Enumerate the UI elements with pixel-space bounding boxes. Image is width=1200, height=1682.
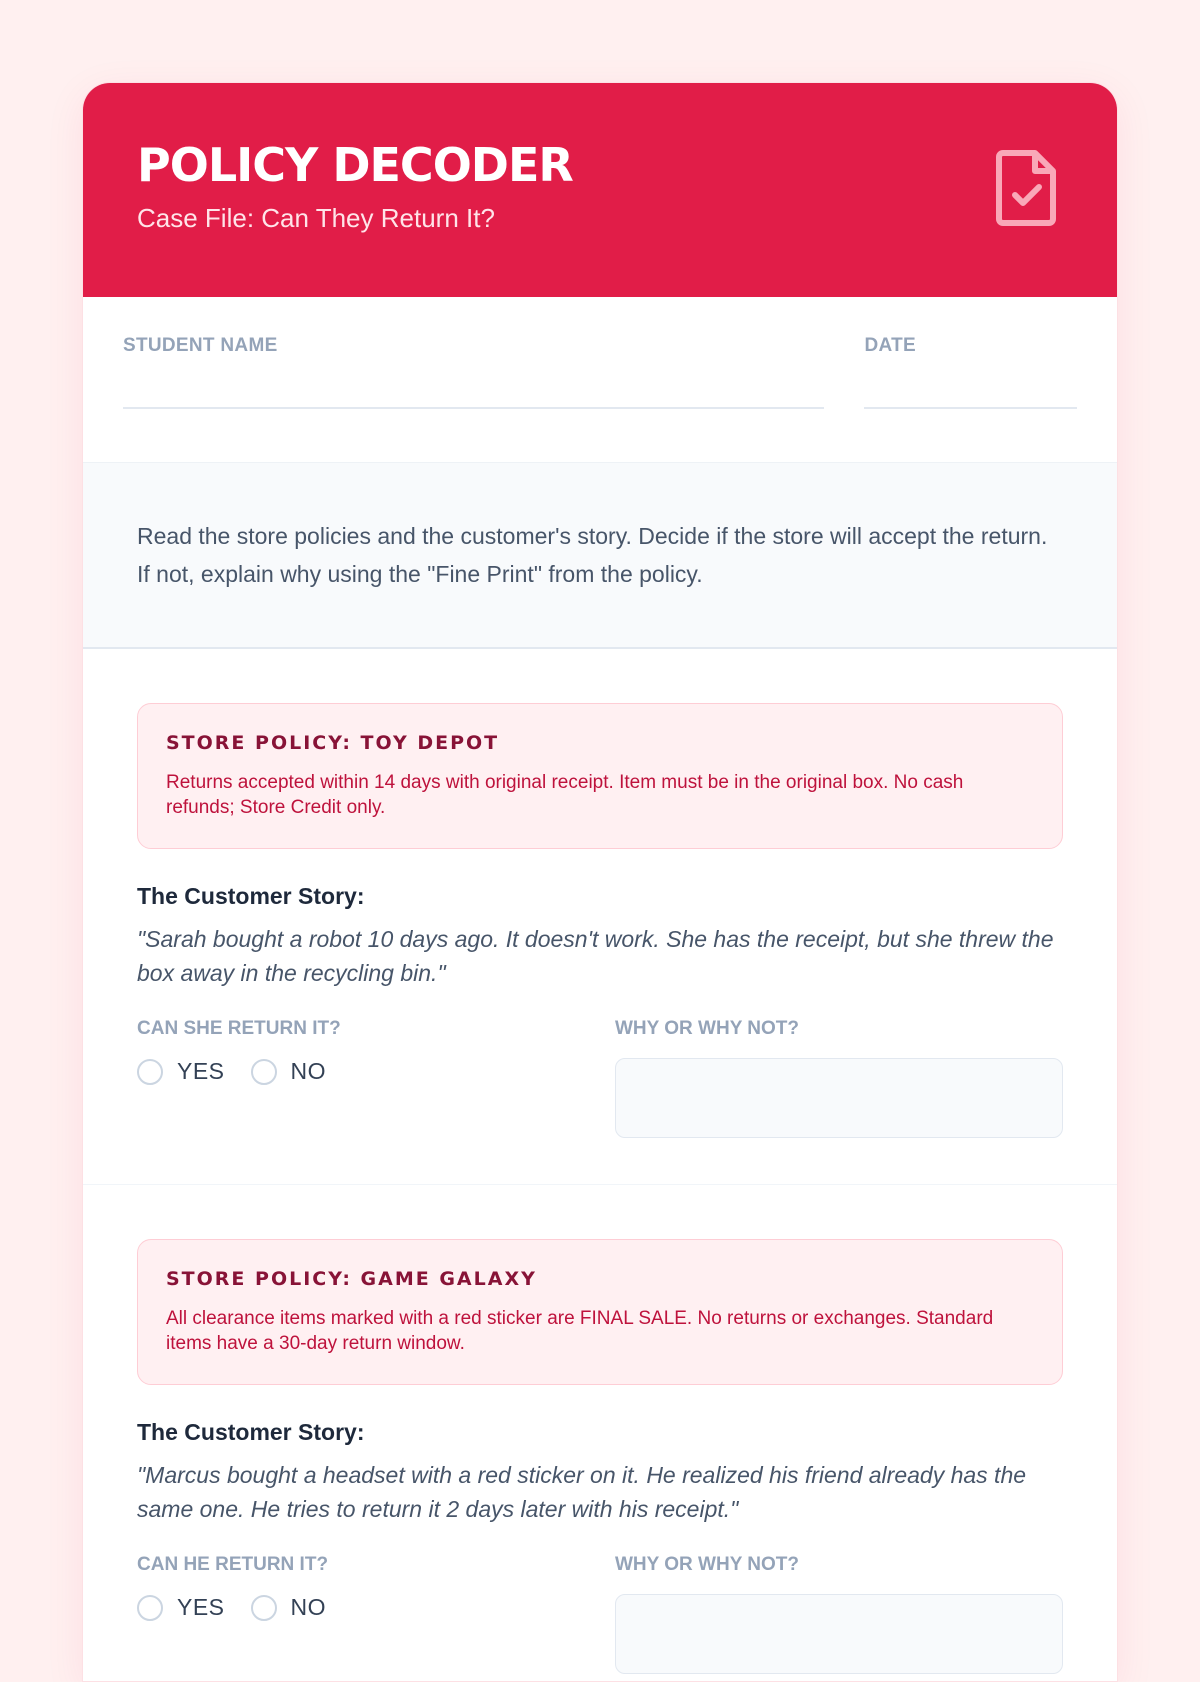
why-label: WHY OR WHY NOT?	[615, 1554, 800, 1575]
store-policy-box	[137, 703, 1063, 849]
answer-row	[137, 1554, 1063, 1674]
date-line	[864, 407, 1077, 409]
reason-textbox[interactable]	[615, 1058, 1063, 1138]
file-check-icon	[995, 149, 1059, 227]
story-label: The Customer Story:	[137, 883, 365, 909]
student-name-field[interactable]	[123, 335, 824, 462]
student-info	[83, 297, 1117, 463]
date-label: DATE	[864, 335, 916, 356]
radio-group	[137, 1594, 615, 1621]
story-label: The Customer Story:	[137, 1419, 365, 1445]
reason-question	[615, 1554, 1063, 1674]
no-label: NO	[290, 1058, 327, 1084]
case-2	[83, 1185, 1117, 1682]
yes-label: YES	[177, 1058, 225, 1084]
student-name-line	[123, 407, 824, 409]
worksheet-card	[82, 82, 1118, 1682]
policy-title: STORE POLICY: GAME GALAXY	[166, 1268, 537, 1290]
policy-text: All clearance items marked with a red sticker are FINAL SALE. No returns or exchanges. Standard items have a 30-day return window.	[166, 1308, 994, 1354]
no-radio[interactable]	[251, 1594, 327, 1621]
reason-textbox[interactable]	[615, 1594, 1063, 1674]
return-question	[137, 1018, 615, 1138]
radio-circle-icon[interactable]	[137, 1059, 163, 1085]
story-text: "Marcus bought a headset with a red sticker on it. He realized his friend already has the same one. He tries to return it 2 days later with his receipt."	[137, 1462, 1027, 1522]
store-policy-box	[137, 1239, 1063, 1385]
date-field[interactable]	[864, 335, 1077, 462]
case-1	[83, 649, 1117, 1185]
worksheet-header	[83, 83, 1117, 297]
radio-circle-icon[interactable]	[251, 1595, 277, 1621]
yes-label: YES	[177, 1594, 225, 1620]
reason-question	[615, 1018, 1063, 1138]
policy-text: Returns accepted within 14 days with original receipt. Item must be in the original box. No cash refunds; Store Credit only.	[166, 772, 964, 818]
radio-group	[137, 1058, 615, 1085]
radio-circle-icon[interactable]	[251, 1059, 277, 1085]
no-radio[interactable]	[251, 1058, 327, 1085]
story-text: "Sarah bought a robot 10 days ago. It doesn't work. She has the receipt, but she threw the box away in the recycling bin."	[137, 926, 1054, 986]
why-label: WHY OR WHY NOT?	[615, 1018, 800, 1039]
yes-radio[interactable]	[137, 1594, 225, 1621]
yes-radio[interactable]	[137, 1058, 225, 1085]
page-subtitle: Case File: Can They Return It?	[137, 203, 495, 233]
return-question	[137, 1554, 615, 1674]
question-label: CAN SHE RETURN IT?	[137, 1018, 341, 1039]
no-label: NO	[290, 1594, 327, 1620]
student-name-label: STUDENT NAME	[123, 335, 278, 356]
answer-row	[137, 1018, 1063, 1138]
policy-title: STORE POLICY: TOY DEPOT	[166, 732, 500, 754]
radio-circle-icon[interactable]	[137, 1595, 163, 1621]
page-title: POLICY DECODER	[137, 138, 573, 192]
question-label: CAN HE RETURN IT?	[137, 1554, 329, 1575]
instructions: Read the store policies and the customer's story. Decide if the store will accept the return. If not, explain why using the "Fine Print" from the policy.	[83, 463, 1117, 649]
